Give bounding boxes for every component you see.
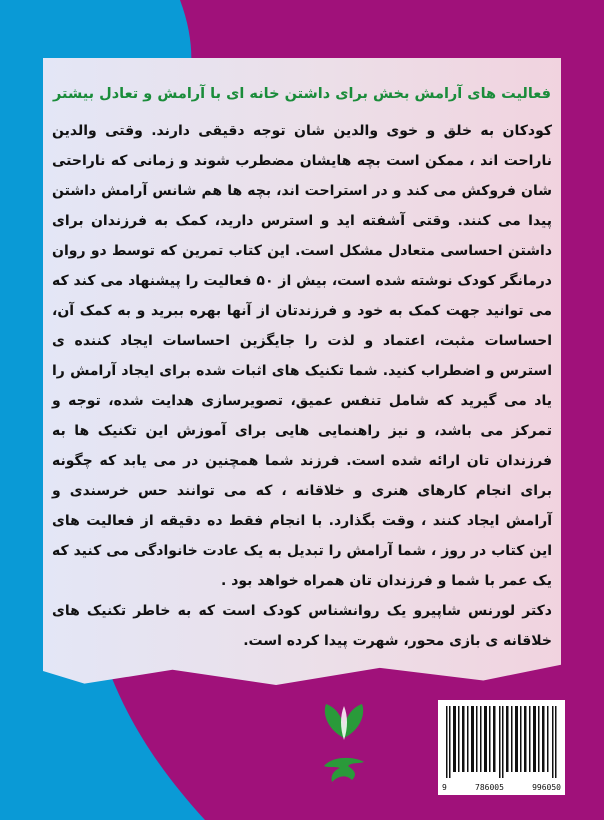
- author-paragraph: دکتر لورنس شاپیرو یک روانشناس کودک است که به خاطر تکنیک های خلاقانه ی بازی محور، شهرت پیدا کرده است.: [52, 603, 552, 649]
- description-paragraph: کودکان به خلق و خوی والدین شان توجه دقیقی دارند. وقتی والدین ناراحت اند ، ممکن است بچه هایشان مضطرب شوند و زمانی که ناراحتی شان فروکش می کند و در استراحت اند، بچه ها هم شانس آرامش داشتن پیدا می کنند. وقتی آشفته اید و استرس دارید، کمک به فرزندان برای داشتن احساسی متعادل مشکل است. این کتاب تمرین که توسط دو روان درمانگر کودک نوشته شده است، بیش از ۵۰ فعالیت را پیشنهاد می کند که می توانید جهت کمک به خود و فرزندتان از آنها بهره ببرید و به کمک آن، احساسات مثبت، اعتماد و لذت را جایگزین احساسات ایجاد کننده ی استرس و اضطراب کنید. شما تکنیک های اثبات شده برای ایجاد آرامش را یاد می گیرید که شامل تنفس عمیق، تصویرسازی هدایت شده، توجه و تمرکز می باشد، و نیز راهنمایی هایی برای آموزش این تکنیک ها به فرزندان تان ارائه شده است. فرزند شما همچنین در می یابد که چگونه برای انجام کارهای هنری و خلاقانه ، که می توانند حس خرسندی و آرامش ایجاد کنند ، وقت بگذارد. با انجام فقط ده دقیقه از فعالیت های این کتاب در روز ، شما آرامش را تبدیل به یک عادت خانوادگی می کنید که یک عمر با شما و فرزندان تان همراه خواهد بود .: [52, 123, 552, 589]
- barcode-digits-mid: 786005: [475, 783, 504, 792]
- barcode: [438, 700, 565, 795]
- back-cover-description: [52, 116, 552, 656]
- book-back-title: فعالیت های آرامش بخش برای داشتن خانه ای با آرامش و تعادل بیشتر: [53, 86, 551, 102]
- barcode-digits-right: 996050: [532, 783, 561, 792]
- barcode-bars: [444, 706, 559, 778]
- publisher-logo: [318, 700, 370, 795]
- barcode-number: [442, 783, 561, 792]
- leaf-logo-icon: [318, 700, 370, 795]
- barcode-digits-left: 9: [442, 783, 447, 792]
